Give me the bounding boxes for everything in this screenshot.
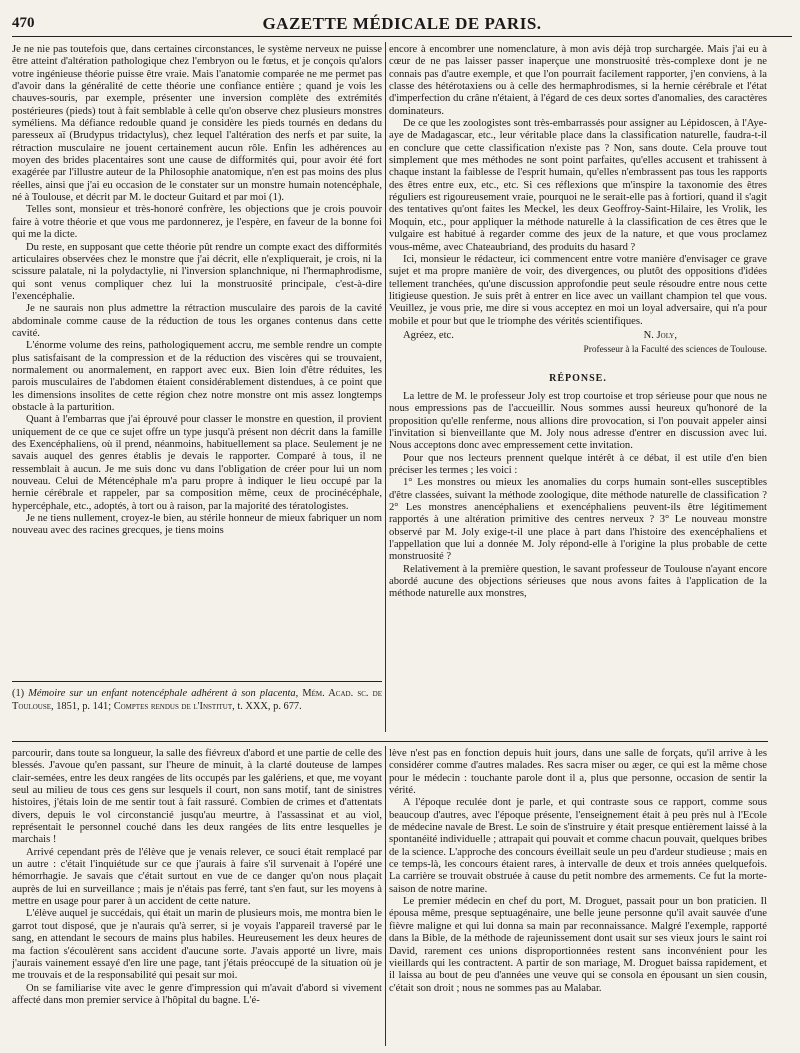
footnote xyxy=(12,688,382,713)
paragraph: On se familiarise vite avec le genre d'impression qui m'avait d'abord si vivement affecté dans mon premier service à l'hôpital du bagne. L'é- xyxy=(12,982,382,1006)
paragraph: parcourir, dans toute sa longueur, la salle des fiévreux d'abord et une partie de celle des blessés. J'avoue qu'en passant, sur l'heure de minuit, à la clarté douteuse de lampes clair-semées, entre les deux rangées de lits occupés par les galériens, et que, me voyant seul au milieu de tous ces gens sur lesquels il court, non sans motif, tant de sinistres histoires, j'étais loin de me sentir tout à fait rassuré. Combien de crimes et d'attentats divers, depuis le vol circonstancié jusqu'au meurtre, à l'assassinat et au viol, représentait le personnel couché dans les deux rangées de lits entre lesquelles je marchais ! xyxy=(12,748,382,846)
top-right-column xyxy=(389,44,767,734)
footnote-source: Comptes rendus de l'Institut, xyxy=(113,700,235,712)
page-header xyxy=(12,14,792,37)
paragraph: Je ne tiens nullement, croyez-le bien, au stérile honneur de mieux fabriquer un nom nouveau avec des racines grecques, je tiens moins xyxy=(12,513,382,537)
paragraph: La lettre de M. le professeur Joly est trop courtoise et trop sérieuse pour que nous ne nous empressions pas de l'accueillir. Nous sommes aussi heureux qu'honoré de la proposition qu'elle renferme, nous allions dire provocation, si l'on pouvait appeler ainsi l'invitation si bienveillante que M. Joly nous adresse d'entrer en discussion avec lui. Nous acceptons donc avec empressement cette invitation. xyxy=(389,390,767,452)
letter-closing xyxy=(389,330,767,342)
paragraph: 1° Les monstres ou mieux les anomalies du corps humain sont-elles susceptibles d'être classées, suivant la méthode zoologique, dite méthode naturelle de classification ? 2° Les monstres anencéphaliens et exencéphaliens peuvent-ils être légitimement rapportés à une altération primitive des centres nerveux ? 3° Le nouveau monstre observé par M. Joly exige-t-il une place à part dans l'histoire des exencéphaliens et l'appellation que lui a donnée M. Joly répond-elle à l'origine la plus probable de cette monstruosité ? xyxy=(389,477,767,563)
footnote-separator xyxy=(12,681,382,682)
paragraph: Relativement à la première question, le savant professeur de Toulouse n'ayant encore abordé aucune des objections sérieuses que nous avons faites à l'application de la méthode naturelle aux monstres, xyxy=(389,563,767,600)
paragraph: Ici, monsieur le rédacteur, ici commencent entre votre manière d'envisager ce grave sujet et ma propre manière de voir, des divergences, ou plutôt des oppositions d'idées tellement tranchées, qu'une discussion approfondie peut seule résoudre entre nous cette litigieuse question. Je suis prêt à entrer en lice avec un vaillant champion tel que vous. Veuillez, je vous prie, me dire si vous acceptez en moi un loyal adversaire, qui n'a pour mobile et pour but que le triomphe des vérités scientifiques. xyxy=(389,253,767,327)
section-title: RÉPONSE. xyxy=(549,372,607,384)
paragraph: A l'époque reculée dont je parle, et qui contraste sous ce rapport, comme sous beaucoup d'autres, avec l'époque présente, l'enseignement était à peu près nul à l'Ecole de médecine navale de Brest. Le soin de s'instruire y était presque entièrement laissé à la spontanéité individuelle ; attrapait qui pouvait et comme chacun pouvait, quelques bribes de la science. L'approche des concours éveillait seule un peu d'ardeur studieuse ; mais en ce temps-là, les concours étaient rares, à intervalle de deux et trois années quelquefois. La carrière se trouvait obstruée à cause du petit nombre des armements. Ce fut la morte-saison de notre marine. xyxy=(389,797,767,895)
section-separator xyxy=(12,741,768,742)
paragraph: encore à encombrer une nomenclature, à mon avis déjà trop surchargée. Mais j'ai eu à cœur de ne pas laisser passer inaperçue une monstruosité très-complexe dont je ne connais pas d'autre exemple, et que l'on pourrait facilement rapporter, j'en conviens, à la classe des hétérotaxiens ou à celle des hermaphrodismes, si la hernie cérébrale et l'état d'imperfection du crâne n'étaient, à l'égard de ces deux sortes d'anomalies, des caractères dominateurs. xyxy=(389,44,767,117)
paragraph: Je ne saurais non plus admettre la rétraction musculaire des parois de la cavité abdominale comme cause de la réduction de tous les organes contenus dans cette cavité. xyxy=(12,303,382,339)
footnote-details: 1851, p. 141; xyxy=(56,700,112,712)
paragraph: Du reste, en supposant que cette théorie pût rendre un compte exact des difformités articulaires observées chez le monstre que j'ai décrit, elle n'expliquerait, je crois, ni la scissure palatale, ni la polydactylie, ni l'inversion splanchnique, ni l'hermaphrodisme, qui sont venus compliquer chez lui la monstruosité principale, c'est-à-dire l'exencéphalie. xyxy=(12,241,382,302)
bottom-right-column xyxy=(389,748,767,1048)
signature: N. Joly, xyxy=(643,329,677,341)
footnote-details: t. XXX, p. 677. xyxy=(237,700,302,712)
journal-title: GAZETTE MÉDICALE DE PARIS. xyxy=(262,14,542,33)
column-divider-bottom xyxy=(385,746,386,1046)
paragraph: L'énorme volume des reins, pathologiquement accru, me semble rendre un compte plus satisfaisant de la compression et de la réduction des viscères qui se trouvaient, normalement ou anormalement, en rapport avec eux. Bien loin d'être réduites, les parois musculaires de l'abdomen étaient considérablement distendues, à ce point que les dimensions insolites de cette région chez notre monstre ont mis assez longtemps obstacle à la parturition. xyxy=(12,340,382,413)
closing-greeting: Agréez, etc. xyxy=(403,329,454,341)
footnote-source: Mém. Acad. sc. de Toulouse, xyxy=(12,688,382,712)
page-number: 470 xyxy=(12,15,35,31)
paragraph: Quant à l'embarras que j'ai éprouvé pour classer le monstre en question, il provient uniquement de ce que ce sujet offre un type jusqu'à présent non décrit dans la famille des Exencéphaliens, où il prend, néanmoins, habituellement sa place. Seulement je ne savais auquel des genres établis je devais le rapporter. Comparé à tous, il ne ressemblait à aucun. Je me suis donc vu dans l'obligation de créer pour lui un nom nouveau. Celui de Métencéphale m'a paru propre à indiquer le lieu occupé par la hernie cérébrale et rappeler, par sa composition même, ceux de procinécéphale, hypercéphale, etc., adoptés, à tort ou à raison, par la majorité des tératologistes. xyxy=(12,414,382,512)
bottom-left-column xyxy=(12,748,382,1048)
top-left-column xyxy=(12,44,382,669)
paragraph: Arrivé cependant près de l'élève que je venais relever, ce souci était remplacé par un autre : c'était l'inquiétude sur ce que j'aurais à faire s'il survenait à l'opéré une hémorrhagie. Je savais que c'était surtout en vue de ce danger qu'on nous plaçait auprès de lui en surveillance ; mais je n'étais pas ferré, tant s'en faut, sur les moyens à mettre en usage pour parer à un accident de cette nature. xyxy=(12,846,382,908)
footnote-marker: (1) xyxy=(12,688,25,699)
paragraph: Je ne nie pas toutefois que, dans certaines circonstances, le système nerveux ne puisse être atteint d'altération pathologique chez l'embryon ou le fœtus, et je conçois qu'alors votre ingénieuse théorie puisse être vraie. Mais l'anatomie comparée ne me permet pas d'avoir dans la généralité de cette théorie une confiance entière ; quand je vois les chauves-souris, par exemple, présenter une inversion complète des extrémités postérieures (pieds) tout à fait semblable à celle qu'on observe chez plusieurs monstres syméliens. Ma défiance redouble quand je considère les pieds tournés en dedans du paresseux aï (Brudypus tridactylus), chez lequel l'altération des nerfs et par suite, la rétraction musculaire ne jouent certainement aucun rôle. Enfin les adhérences au moyen des brides placentaires sont une cause de difformités qui, pour avoir été fort exagérée par l'illustre auteur de la Philosophie anatomique, n'en est pas moins des plus réelles, ainsi que j'ai eu occasion de le constater sur un monstre humain notencéphale, né à Toulouse, et décrit par M. le docteur Guitard et par moi (1). xyxy=(12,44,382,204)
footnote-title: Mémoire sur un enfant notencéphale adhérent à son placenta, xyxy=(28,688,299,699)
paragraph: De ce que les zoologistes sont très-embarrassés pour assigner au Lépidoscen, à l'Aye-aye de Madagascar, etc., leur véritable place dans la classification naturelle, faudra-t-il en conclure que cette classification n'existe pas ? Non, sans doute. Cela prouve tout simplement que mes méthodes ne sont point parfaites, qu'elles accusent et trahissent à chaque instant la faiblesse de l'esprit humain, qu'elles n'embrassent pas tous les rapports des êtres entre eux, etc., etc. Si ces réflexions que m'inspire la taxonomie des êtres réguliers est rigoureusement vraie, pourquoi ne le serait-elle pas à fortiori, quand il s'agit des tentatives qu'ont faites les Meckel, les deux Geoffroy-Saint-Hilaire, les Vrolik, les Moquin, etc., pour appliquer la méthode naturelle à la classification de ces êtres que le vulgaire est habitué à regarder comme des jeux de la nature, et que vous proclamez vous-même, avec Chateaubriand, des produits du hasard ? xyxy=(389,118,767,253)
paragraph: Pour que nos lecteurs prennent quelque intérêt à ce débat, il est utile d'en bien préciser les termes ; les voici : xyxy=(389,452,767,476)
signature-affiliation: Professeur à la Faculté des sciences de Toulouse. xyxy=(583,345,767,356)
paragraph: Telles sont, monsieur et très-honoré confrère, les objections que je crois pouvoir faire à votre théorie et que vous me pardonnerez, je l'espère, en faveur de la bonne foi qui me la dicte. xyxy=(12,204,382,241)
paragraph: Le premier médecin en chef du port, M. Droguet, passait pour un bon praticien. Il épousa même, presque septuagénaire, une belle jeune personne qu'il avait sauvée d'une fièvre maligne et qui lui donna sa main par reconnaissance. Malgré l'exemple, rapporté dans la Bible, de la méthode de rajeunissement dont usait sur ses vieux jours le saint roi David, rarement ces unions disproportionnées restent sans inconvénient pour les vieillards qui les contractent. A partir de son mariage, M. Droguet baissa rapidement, et il laissa au bout de peu d'années une veuve qui se consola en épousant un sien cousin, c'était son droit ; nous ne sommes pas au Malabar. xyxy=(389,896,767,994)
paragraph: L'élève auquel je succédais, qui était un marin de plusieurs mois, me montra bien le garrot tout disposé, que je n'aurais qu'à serrer, si je voyais l'appareil traversé par le sang, en attendant le secours de mains plus habiles. Heureusement les deux heures de ma faction s'écoulèrent sans accident d'aucune sorte. J'avais apporté un livre, mais j'aurais vainement essayé d'en lire une page, tant j'étais préoccupé de la situation où je me trouvais et de la responsabilité qui pesait sur moi. xyxy=(12,908,382,982)
column-divider-top xyxy=(385,42,386,732)
paragraph: lève n'est pas en fonction depuis huit jours, dans une salle de forçats, qu'il arrive à les considérer comme d'autres malades. Res sacra miser ou æger, ce qui est la même chose pour le médecin : touchante parole dont il a, plus que personne, occasion de sentir la vérité. xyxy=(389,748,767,797)
